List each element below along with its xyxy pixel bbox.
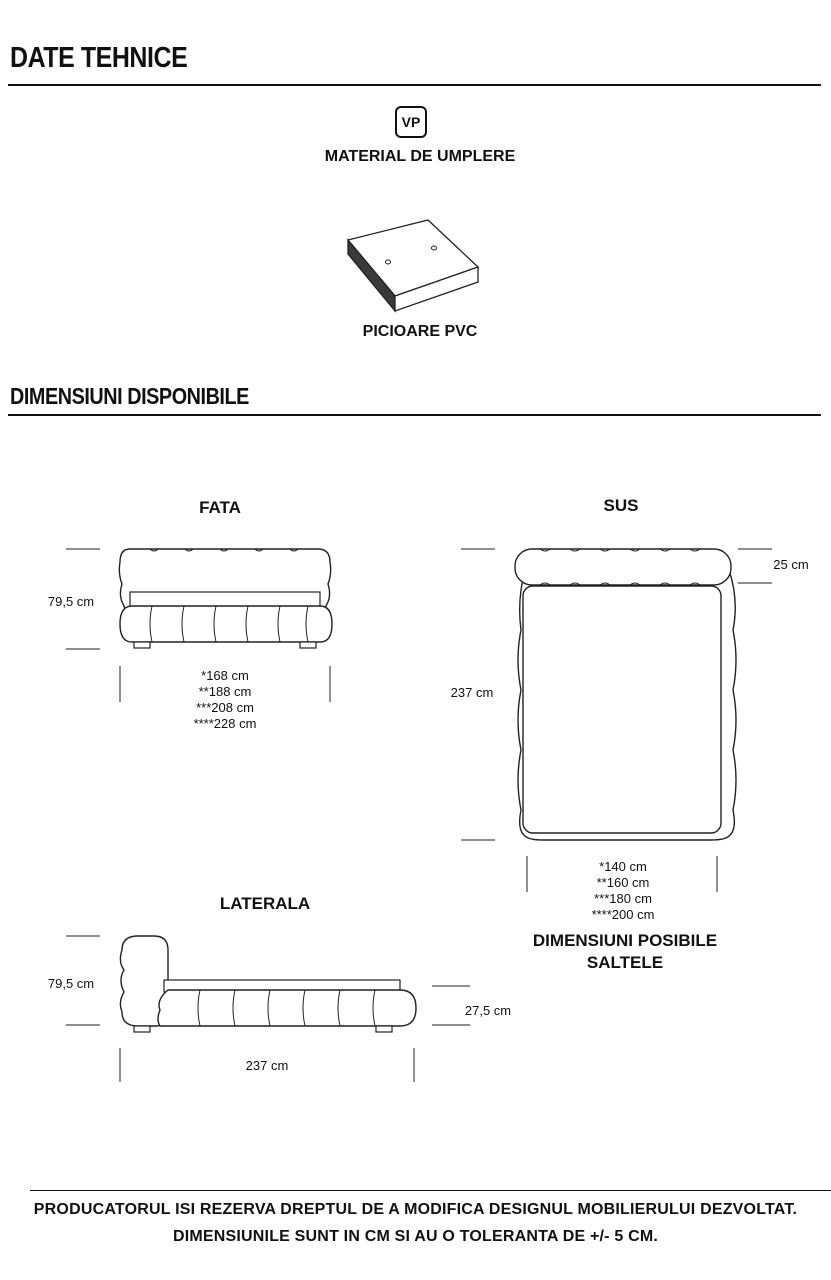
section-title-technical: DATE TEHNICE — [10, 42, 188, 74]
mattress-sizes-label-line: SALTELE — [586, 953, 664, 972]
front-width-option: ***208 cm — [196, 700, 254, 715]
section-divider — [8, 414, 821, 416]
filling-badge-text: VP — [401, 114, 421, 130]
side-frame-height-label: 27,5 cm — [464, 1003, 512, 1018]
top-length-label: 237 cm — [450, 685, 494, 700]
top-view-drawing — [455, 540, 785, 900]
top-width-list — [568, 859, 678, 923]
front-width-option: **188 cm — [198, 684, 252, 699]
front-width-option: *168 cm — [201, 668, 249, 683]
top-view-title: SUS — [603, 496, 639, 515]
mattress-sizes-label-line: DIMENSIUNI POSIBILE — [532, 931, 718, 950]
top-width-option: *140 cm — [599, 859, 647, 874]
footer-disclaimer-line: PRODUCATORUL ISI REZERVA DREPTUL DE A MODIFICA DESIGNUL MOBILIERULUI DEZVOLTAT. — [33, 1201, 798, 1218]
filling-material-icon — [395, 106, 427, 138]
footer-tolerance-line: DIMENSIUNILE SUNT IN CM SI AU O TOLERANTA DE +/- 5 CM. — [172, 1228, 659, 1245]
section-title-dimensions: DIMENSIUNI DISPONIBILE — [10, 383, 249, 409]
top-width-option: ****200 cm — [591, 907, 655, 922]
front-view-title: FATA — [199, 498, 241, 517]
front-height-label: 79,5 cm — [47, 594, 95, 609]
front-width-option: ****228 cm — [193, 716, 257, 731]
top-headboard-depth-label: 25 cm — [773, 557, 809, 572]
top-width-option: ***180 cm — [594, 891, 652, 906]
section-divider — [8, 84, 821, 86]
front-width-list — [170, 668, 280, 732]
side-height-label: 79,5 cm — [47, 976, 95, 991]
side-length-label: 237 cm — [245, 1058, 289, 1073]
side-view-title: LATERALA — [219, 894, 311, 913]
top-width-option: **160 cm — [596, 875, 650, 890]
pvc-legs-label: PICIOARE PVC — [362, 323, 478, 340]
filling-material-label: MATERIAL DE UMPLERE — [324, 148, 516, 165]
mattress-sizes-label — [500, 930, 750, 974]
footer-divider — [30, 1190, 831, 1191]
pvc-leg-icon — [340, 212, 490, 317]
